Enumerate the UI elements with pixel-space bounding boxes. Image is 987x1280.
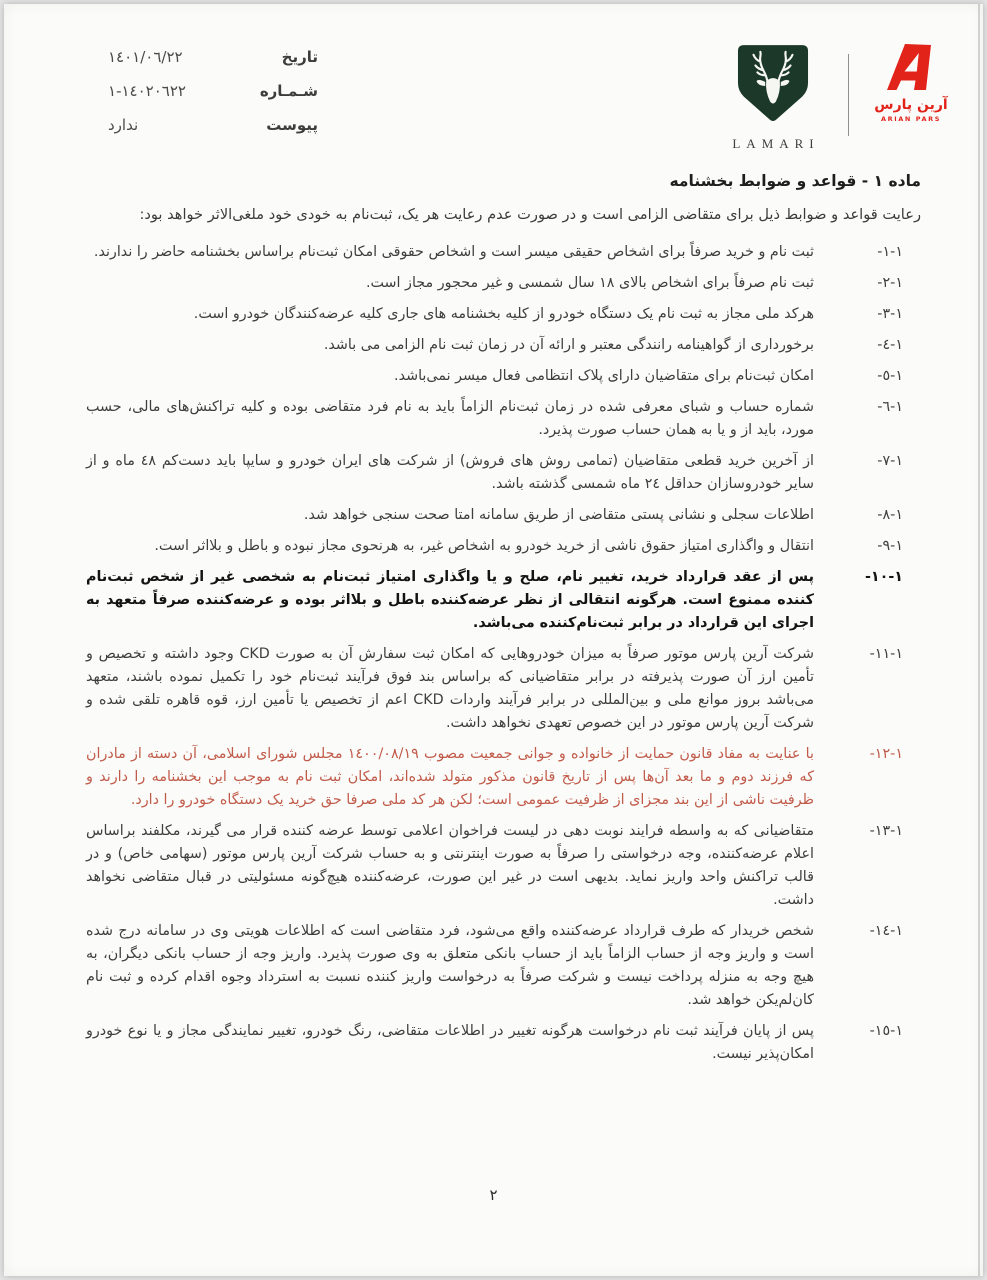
meta-row	[108, 48, 318, 82]
clause-item	[86, 504, 921, 527]
clause-text: اطلاعات سجلی و نشانی پستی متقاضی از طریق سامانه امتا صحت سنجی خواهد شد.	[303, 507, 814, 523]
clause-text: پس از عقد قرارداد خرید، تغییر نام، صلح و یا واگذاری امتیاز ثبت‌نام به شخصی غیر از شخص ثبت‌نام کننده ممنوع است. هرگونه انتقالی از نظر عرضه‌کننده باطل و بلااثر بوده و عرضه‌کننده صرفاً متعهد به اجرای این قرارداد در برابر ثبت‌نام‌کننده می‌باشد.	[86, 569, 814, 631]
clause-number: -١-١١	[869, 646, 903, 662]
clause-number: -١-٨	[877, 507, 903, 523]
meta-value: ١٤٠٢٠٦٢٢-١	[108, 82, 186, 100]
clause-text: امکان ثبت‌نام برای متقاضیان دارای پلاک انتظامی فعال میسر نمی‌باشد.	[394, 368, 814, 384]
clause-number: -١-١٥	[869, 1023, 903, 1039]
logo-divider	[848, 54, 849, 136]
meta-value: ندارد	[108, 116, 139, 134]
clause-text: برخورداری از گواهینامه رانندگی معتبر و ارائه آن در زمان ثبت نام الزامی می باشد.	[323, 337, 814, 353]
clause-item	[86, 566, 921, 635]
clause-item	[86, 643, 921, 735]
clause-item	[86, 1020, 921, 1066]
clause-number: -١-٥	[877, 368, 903, 384]
clause-item	[86, 535, 921, 558]
clause-number: -١-٩	[877, 538, 903, 554]
clause-number: -١-٣	[877, 306, 903, 322]
clause-text: انتقال و واگذاری امتیاز حقوق ناشی از خرید خودرو به اشخاص غیر، به هرنحوی مجاز نبوده و باطل و بلااثر است.	[154, 538, 814, 554]
clause-text: شماره حساب و شبای معرفی شده در زمان ثبت‌نام الزاماً باید به نام فرد متقاضی بوده و کلیه تراکنش‌های مالی، حسب مورد، باید از و یا به همان حساب صورت پذیرد.	[86, 399, 814, 438]
clause-item	[86, 396, 921, 442]
clause-text: پس از پایان فرآیند ثبت نام درخواست هرگونه تغییر در اطلاعات متقاضی، رنگ خودرو، تغییر نمایندگی مجاز و یا نوع خودرو امکان‌پذیر نیست.	[86, 1023, 814, 1062]
clause-number: -١-١٤	[869, 923, 903, 939]
clause-item	[86, 272, 921, 295]
clause-text: از آخرین خرید قطعی متقاضیان (تمامی روش های فروش) از شرکت های ایران خودرو و سایپا باید دست‌کم ٤٨ ماه و از سایر خودروسازان حداقل ٢٤ ماه شمسی گذشته باشد.	[86, 453, 814, 492]
page-number: ٢	[489, 1186, 498, 1204]
clause-item	[86, 820, 921, 912]
document-page	[4, 4, 983, 1276]
clause-text: ثبت نام صرفاً برای اشخاص بالای ١٨ سال شمسی و غیر محجور مجاز است.	[365, 275, 814, 291]
lamari-logo	[714, 44, 832, 152]
intro-paragraph: رعایت قواعد و ضوابط ذیل برای متقاضی الزامی است و در صورت عدم رعایت هر یک، ثبت‌نام به خودی خود ملغی‌الاثر خواهد بود:	[139, 206, 921, 223]
clause-item	[86, 334, 921, 357]
meta-row	[108, 82, 318, 116]
clause-text: شخص خریدار که طرف قرارداد عرضه‌کننده واقع می‌شود، فرد متقاضی است که اطلاعات هویتی وی در سامانه درج شده است و واریز وجه از حساب الزاماً باید از حساب بانکی متعلق به وی صورت پذیرد. واریز وجه از حساب بانکی دیگران، به هیچ وجه به منزله پرداخت نیست و شرکت صرفاً به درخواست واریز کننده نسبت به استرداد وجوه اقدام کرده و ثبت نام کان‌لم‌یکن خواهد شد.	[86, 923, 814, 1008]
clause-number: -١-٤	[877, 337, 903, 353]
document-body	[4, 172, 983, 1074]
meta-label: شـمـاره	[259, 82, 318, 100]
arian-a-icon	[887, 44, 935, 91]
article-title: ماده ١ - قواعد و ضوابط بخشنامه	[669, 172, 921, 190]
clause-text: متقاضیانی که به واسطه فرایند نوبت دهی در لیست فراخوان اعلامی توسط عرضه کننده قرار می گیرند، مکلفند براساس اعلام عرضه‌کننده، وجه درخواستی را صرفاً به صورت اینترنتی و به حساب شرکت آرین پارس موتور (سهامی خاص) و در قالب تراکنش واحد واریز نماید. بدیهی است در غیر این صورت، عرضه‌کننده هیچ‌گونه مسئولیتی در قبال متقاضی نخواهد داشت.	[86, 823, 814, 908]
arian-pars-fa-wordmark: آرین پارس	[874, 97, 948, 113]
arian-pars-logo	[865, 44, 957, 123]
clause-item	[86, 303, 921, 326]
clause-text: هرکد ملی مجاز به ثبت نام یک دستگاه خودرو از کلیه بخشنامه های جاری کلیه عرضه‌کنندگان خودرو است.	[193, 306, 814, 322]
clauses-list	[86, 241, 921, 1066]
clause-text: با عنایت به مفاد قانون حمایت از خانواده و جوانی جمعیت مصوب ١٤٠٠/٠٨/١٩ مجلس شورای اسلامی، آن دسته از مادران که فرزند دوم و ما بعد آن‌ها پس از تاریخ قانون مذکور متولد شده‌اند، امکان ثبت نام به موجب این بخشنامه را دارند و ظرفیت ناشی از این بند مجزای از ظرفیت عمومی است؛ لکن هر کد ملی صرفا حق خرید یک دستگاه خودرو را دارد.	[86, 746, 814, 808]
clause-text: ثبت نام و خرید صرفاً برای اشخاص حقیقی میسر است و اشخاص حقوقی امکان ثبت‌نام براساس بخشنامه حاضر را ندارند.	[93, 244, 814, 260]
logo-group	[714, 44, 957, 152]
meta-label: پیوست	[266, 116, 318, 134]
arian-pars-en-wordmark: ARIAN PARS	[880, 115, 942, 123]
clause-text: شرکت آرین پارس موتور صرفاً به میزان خودروهایی که امکان ثبت سفارش آن به صورت CKD وجود داشته و تخصیص و تأمین ارز آن صورت پذیرفته در برابر متقاضیانی که براساس بند فوق فرآیند ثبت‌نام خود را تکمیل نموده باشند، متعهد می‌باشد بروز موانع ملی و بین‌المللی در برابر فرآیند واردات CKD اعم از تخصیص یا تأمین ارز، قوه قاهره تلقی شده و شرکت آرین پارس موتور در این خصوص تعهدی نخواهد داشت.	[86, 646, 814, 731]
lamari-shield-deer-icon	[737, 44, 809, 124]
clause-item	[86, 365, 921, 388]
clause-number: -١-١	[877, 244, 903, 260]
clause-item	[86, 241, 921, 264]
clause-item	[86, 450, 921, 496]
clause-number: -١-١٠	[864, 569, 903, 585]
clause-number: -١-١٢	[869, 746, 903, 762]
clause-number: -١-٧	[877, 453, 903, 469]
clause-item	[86, 743, 921, 812]
meta-value: ١٤٠١/٠٦/٢٢	[108, 48, 183, 66]
letter-meta-block	[108, 48, 318, 150]
meta-label: تاریخ	[281, 48, 318, 66]
clause-item	[86, 920, 921, 1012]
clause-number: -١-٢	[877, 275, 903, 291]
lamari-wordmark: LAMARI	[732, 136, 820, 151]
meta-row	[108, 116, 318, 150]
clause-number: -١-٦	[877, 399, 903, 415]
clause-number: -١-١٣	[869, 823, 903, 839]
